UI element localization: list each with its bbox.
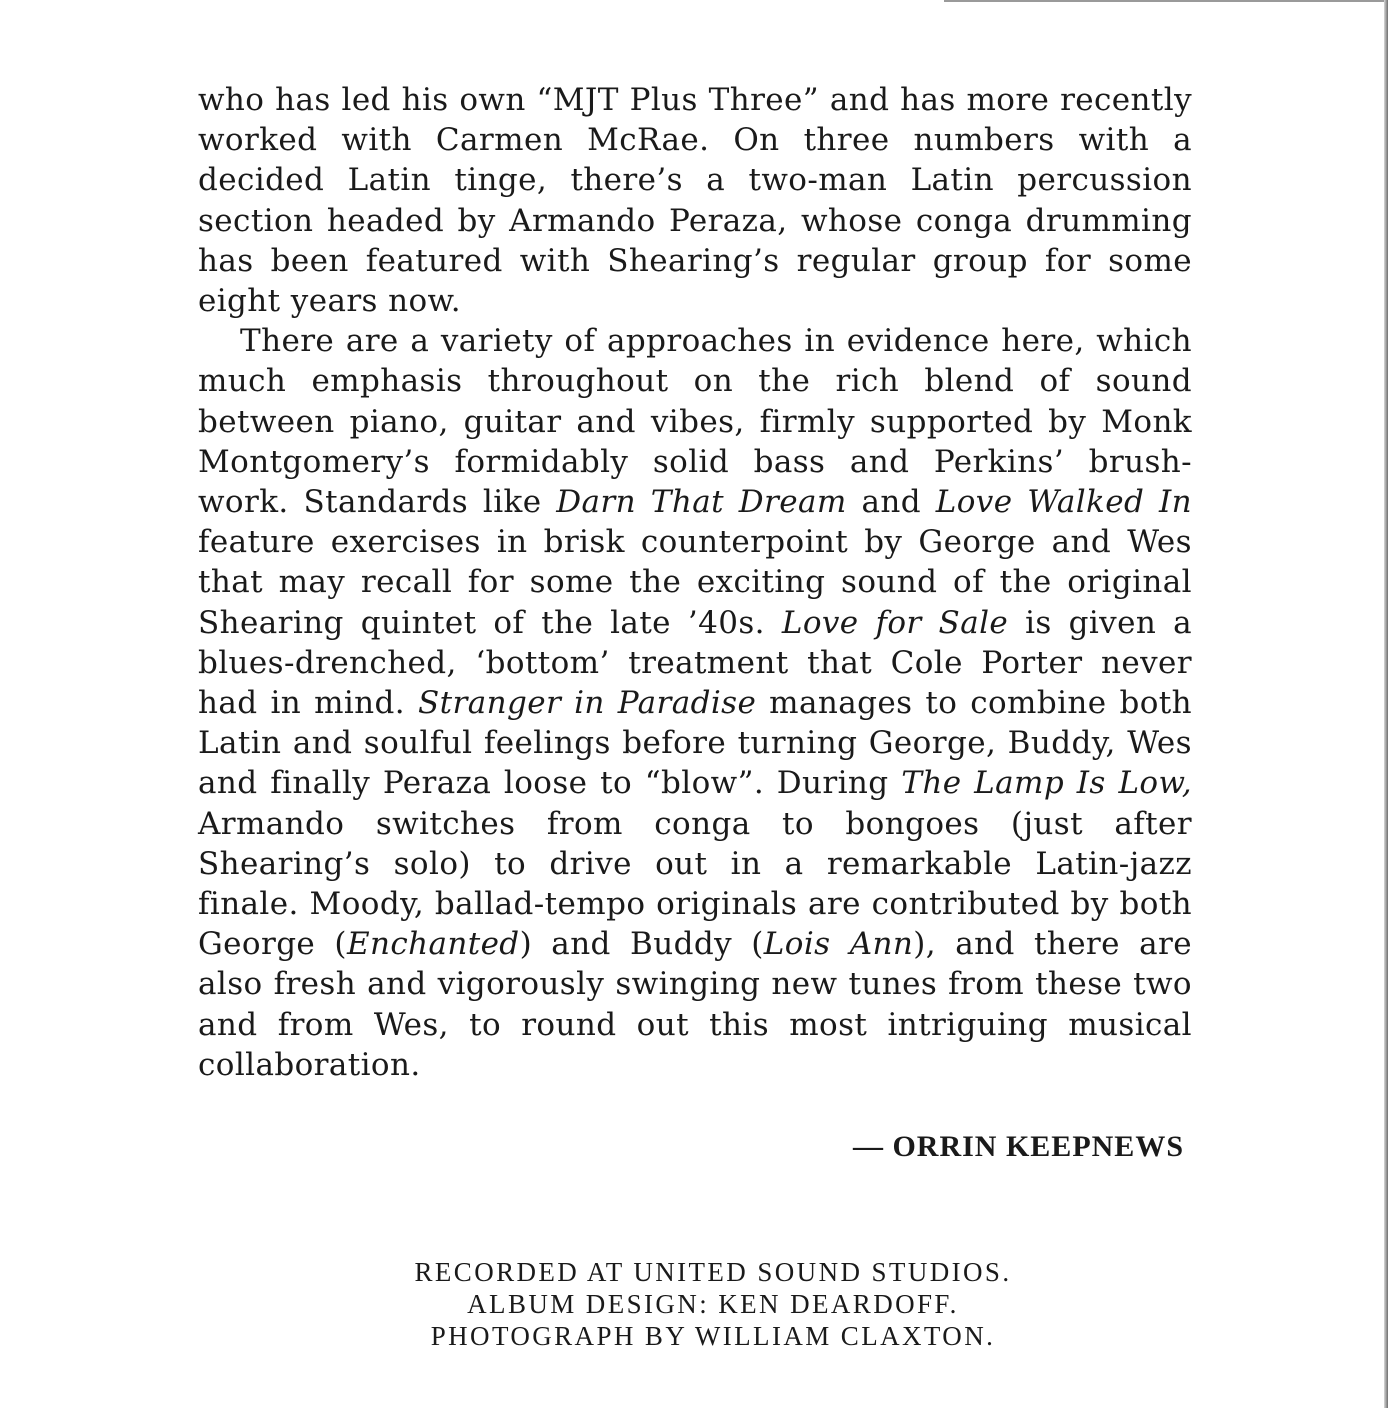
text-run: and [846,484,936,521]
liner-notes-body [198,80,1192,1085]
text-run: who has led his own “MJT Plus Three” and has more recently worked with Carmen McRae. On three numbers with a decided Latin tinge, there’s a two-man Latin percussion section headed by Armando Peraza, whose conga drumming has been featured with Shearing’s regular group for some eight years now. [198,82,1192,320]
text-run: is given a blues-drenched, ‘bottom’ treatment that Cole Porter never had in mind. [198,604,1192,722]
song-title-love-for-sale: Love for Sale [781,604,1009,641]
song-title-lois-ann: Lois Ann [763,926,914,963]
text-run: ), and there are also fresh and vigorously swinging new tunes from these two and from Wes, to round out this most intriguing musical collaboration. [198,926,1192,1083]
song-title-the-lamp-is-low: The Lamp Is Low, [901,765,1193,802]
credit-photograph: PHOTOGRAPH BY WILLIAM CLAXTON. [430,1321,996,1351]
song-title-love-walked-in: Love Walked In [935,484,1193,521]
credit-album-design: ALBUM DESIGN: KEN DEARDOFF. [467,1289,959,1319]
author-signature: — ORRIN KEEPNEWS [852,1130,1184,1163]
song-title-darn-that-dream: Darn That Dream [556,484,847,521]
song-title-stranger-in-paradise: Stranger in Paradise [418,685,757,722]
text-run: ) and Buddy ( [519,926,764,963]
liner-notes-paragraph-1 [198,80,1192,321]
page-top-rule [944,0,1388,2]
liner-notes-paragraph-2 [198,321,1192,1085]
song-title-enchanted: Enchanted [346,926,520,963]
text-run: manages to combine both Latin and soulful feelings before turning George, Buddy, Wes and finally Peraza loose to “blow”. During [198,685,1192,802]
text-run: Armando switches from conga to bongoes (just after Shearing’s solo) to drive out in a remarkable Latin-jazz finale. Moody, ballad-tempo originals are contributed by both George ( [198,805,1192,963]
page-right-edge [1384,0,1388,1408]
text-run: There are a variety of approaches in evidence here, which much emphasis throughout on the rich blend of sound between piano, guitar and vibes, firmly supported by Monk Montgomery’s formidably solid bass and Perkins’ brush-work. Standards like [198,323,1192,521]
text-run: feature exercises in brisk counterpoint by George and Wes that may recall for some the exciting sound of the original Shearing quintet of the late ’40s. [198,524,1192,641]
credit-recording-studio: RECORDED AT UNITED SOUND STUDIOS. [414,1257,1012,1287]
album-credits [198,1256,1228,1352]
